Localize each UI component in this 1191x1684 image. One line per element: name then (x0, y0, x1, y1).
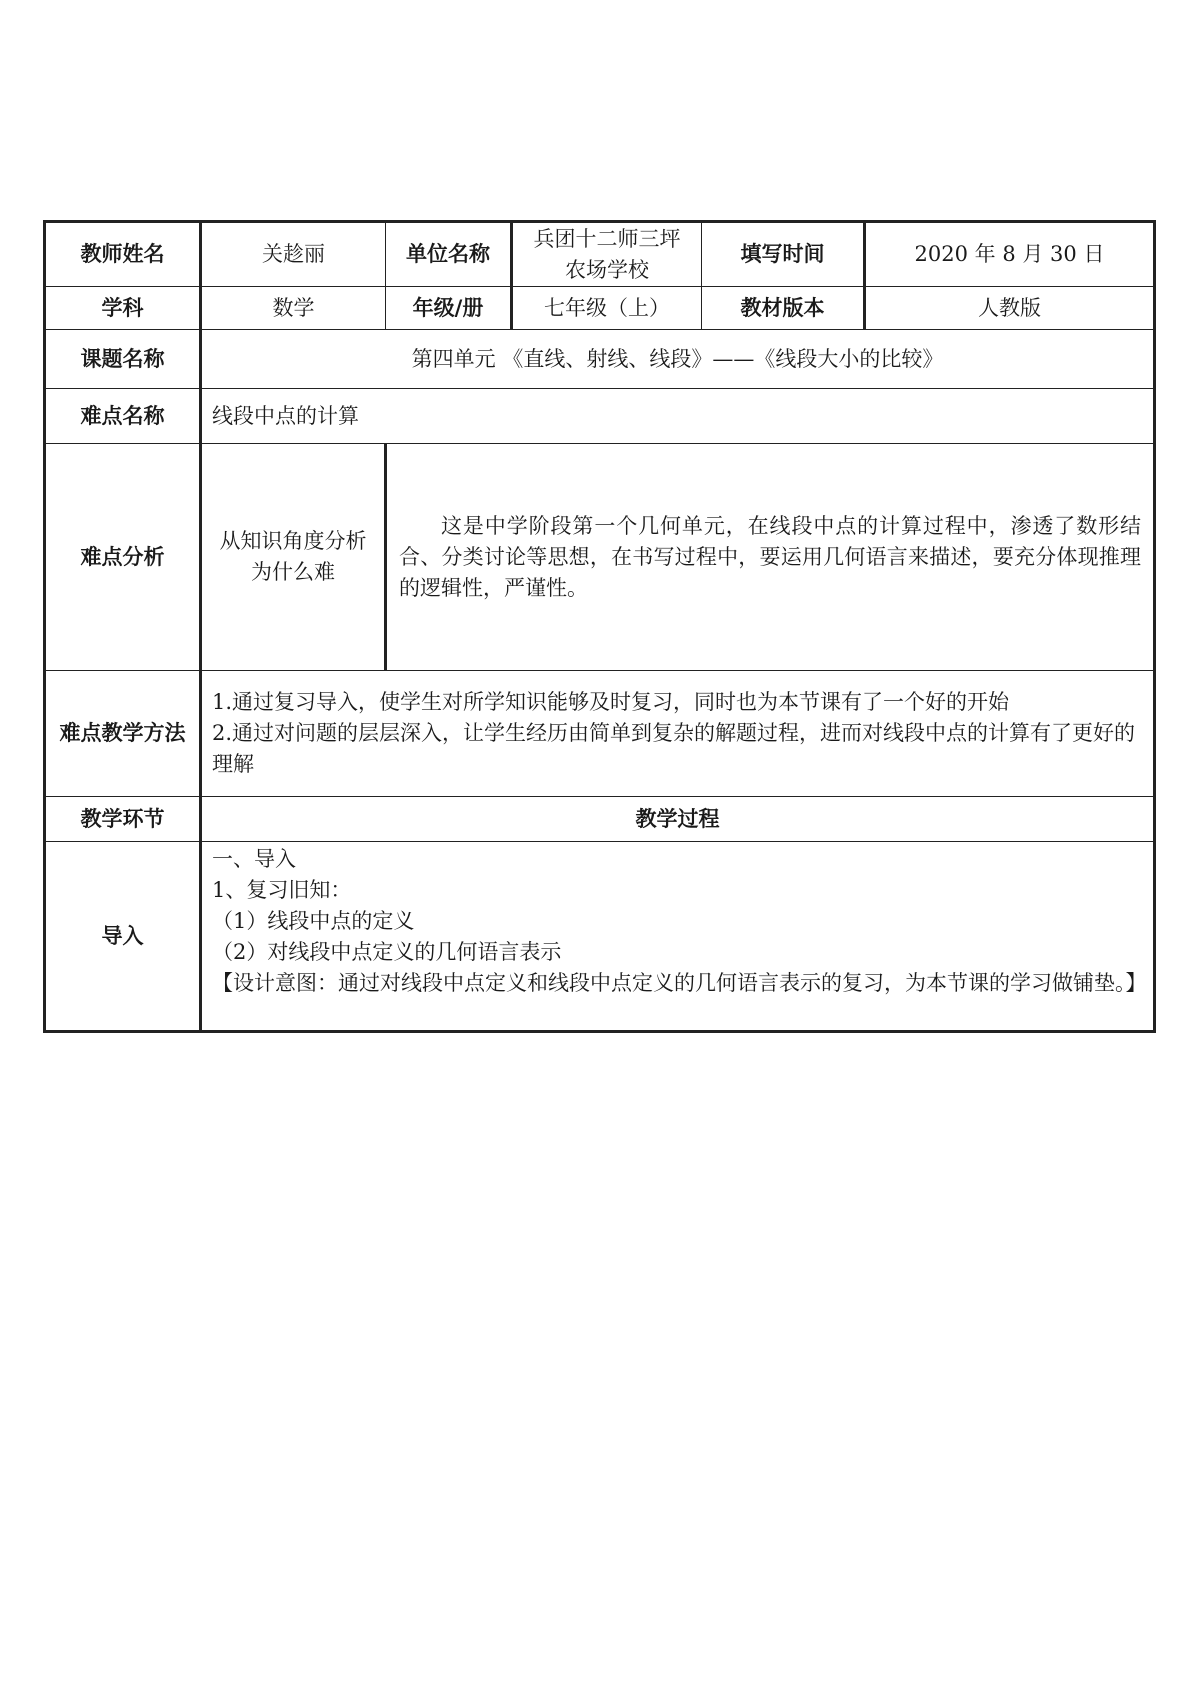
method-label: 难点教学方法 (45, 671, 201, 797)
stage-header-label: 教学环节 (45, 797, 201, 842)
method-text (201, 671, 1155, 797)
analysis-sublabel (201, 444, 386, 671)
table-row (45, 842, 1155, 1032)
teacher-name-value: 关趁丽 (201, 222, 386, 287)
fill-date-label: 填写时间 (702, 222, 865, 287)
table-row (45, 222, 1155, 287)
edition-value: 人教版 (865, 287, 1155, 330)
topic-label: 课题名称 (45, 330, 201, 389)
table-row (45, 287, 1155, 330)
difficulty-value: 线段中点的计算 (201, 389, 1155, 444)
analysis-label: 难点分析 (45, 444, 201, 671)
subject-label: 学科 (45, 287, 201, 330)
table-row (45, 671, 1155, 797)
edition-label: 教材版本 (702, 287, 865, 330)
table-row (45, 444, 1155, 671)
grade-label: 年级/册 (386, 287, 512, 330)
table-row (45, 330, 1155, 389)
fill-date-value: 2020 年 8 月 30 日 (865, 222, 1155, 287)
process-header-label: 教学过程 (201, 797, 1155, 842)
grade-value: 七年级（上） (512, 287, 702, 330)
topic-value: 第四单元 《直线、射线、线段》——《线段大小的比较》 (201, 330, 1155, 389)
table-row (45, 389, 1155, 444)
difficulty-label: 难点名称 (45, 389, 201, 444)
lesson-plan-table (43, 220, 1156, 1033)
analysis-sublabel-line-2: 为什么难 (251, 560, 335, 584)
intro-line: 1、复习旧知： (212, 878, 352, 902)
intro-line: （1）线段中点的定义 (212, 909, 415, 933)
unit-name-line-2: 农场学校 (565, 257, 649, 282)
intro-line: （2）对线段中点定义的几何语言表示 (212, 940, 562, 964)
method-line-2: 2.通过对问题的层层深入，让学生经历由简单到复杂的解题过程，进而对线段中点的计算有了更好的理解 (212, 721, 1136, 776)
unit-name-label: 单位名称 (386, 222, 512, 287)
unit-name-line-1: 兵团十二师三坪 (533, 226, 681, 251)
intro-label: 导入 (45, 842, 201, 1032)
analysis-sublabel-line-1: 从知识角度分析 (219, 529, 367, 553)
subject-value: 数学 (201, 287, 386, 330)
intro-line: 一、导入 (212, 847, 296, 871)
teacher-name-label: 教师姓名 (45, 222, 201, 287)
intro-design-intent: 【设计意图：通过对线段中点定义和线段中点定义的几何语言表示的复习，为本节课的学习做铺垫。】 (212, 971, 1147, 995)
unit-name-value (512, 222, 702, 287)
intro-content (201, 842, 1155, 1032)
method-line-1: 1.通过复习导入，使学生对所学知识能够及时复习，同时也为本节课有了一个好的开始 (212, 690, 1010, 714)
analysis-text: 这是中学阶段第一个几何单元，在线段中点的计算过程中，渗透了数形结合、分类讨论等思想，在书写过程中，要运用几何语言来描述，要充分体现推理的逻辑性，严谨性。 (386, 444, 1155, 671)
table-row (45, 797, 1155, 842)
